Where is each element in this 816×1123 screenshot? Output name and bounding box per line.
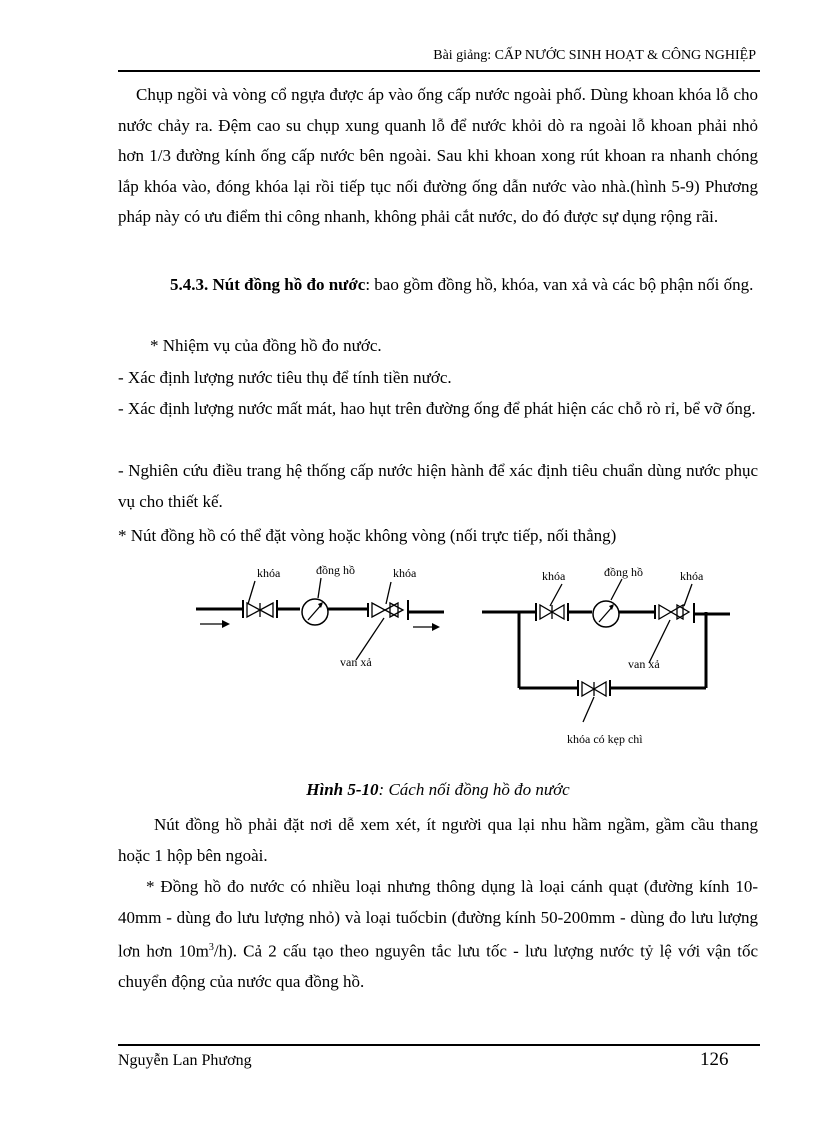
section-title: 5.4.3. Nút đồng hồ đo nước (170, 275, 366, 294)
bullet-1: - Xác định lượng nước tiêu thụ để tính tiền nước. (118, 368, 452, 387)
meter-types-text-a: * Đồng hồ đo nước có nhiều loại nhưng thông dụng là loại cánh quạt (đường kính 10-40mm - dùng đo lưu lượng nhỏ) và loại tuốcbin (đường kính 50-200mm - dùng đo lưu lượng lơn hơn 10m (118, 877, 758, 961)
bullet-3: - Nghiên cứu điều trang hệ thống cấp nước hiện hành để xác định tiêu chuẩn dùng nước phục vụ cho thiết kế. (118, 461, 758, 511)
paragraph-intro: Chụp ngồi và vòng cổ ngựa được áp vào ống cấp nước ngoài phố. Dùng khoan khóa lỗ cho nước chảy ra. Đệm cao su chụp xung quanh lỗ để nước khỏi dò ra ngoài lỗ khoan phải nhỏ hơn 1/3 đường kính ống cấp nước bên ngoài. Sau khi khoan xong rút khoan ra nhanh chóng lắp khóa vào, đóng khóa lại rồi tiếp tục nối đường ống dẫn nước vào nhà.(hình 5-9) Phương pháp này có ưu điểm thi công nhanh, không phải cắt nước, do đó được sự dụng rộng rãi. (118, 85, 758, 226)
valve-left-2b (385, 603, 398, 617)
meter-types-text-b: /h). Cả 2 cấu tạo theo nguyên tắc lưu tốc - lưu lượng nước tỷ lệ với vận tốc chuyển động của nước qua đồng hồ. (118, 941, 758, 992)
valve-left-1a (247, 603, 260, 617)
leader-kepchi (583, 697, 594, 722)
footer-rule (118, 1044, 760, 1046)
leader-vanxa-left (356, 618, 384, 660)
label-dongho-right: đồng hồ (604, 565, 643, 579)
leader-khoa-right-1 (550, 584, 562, 606)
leader-khoa-left-2 (386, 582, 391, 604)
section-text: : bao gồm đồng hồ, khóa, van xả và các bộ phận nối ống. (365, 275, 754, 294)
figure-caption (118, 780, 758, 800)
bypass-valve-b (594, 682, 606, 696)
label-khoa-left-2: khóa (393, 566, 417, 580)
leader-khoa-left-1 (248, 581, 255, 604)
task-heading: * Nhiệm vụ của đồng hồ đo nước. (150, 336, 382, 355)
leader-khoa-right-2 (684, 584, 692, 606)
label-dongho-left: đồng hồ (316, 563, 355, 577)
page-header: Bài giảng: CẤP NƯỚC SINH HOẠT & CÔNG NGHIỆP (433, 48, 756, 63)
leader-dongho-right (611, 579, 622, 600)
footer-author: Nguyễn Lan Phương (118, 1052, 252, 1069)
label-khoa-co-kep-chi: khóa có kẹp chì (567, 732, 643, 746)
valve-left-1b (260, 603, 273, 617)
paragraph-meter-types (118, 872, 758, 998)
leader-dongho-left (318, 578, 321, 598)
label-khoa-left-1: khóa (257, 566, 281, 580)
caption-number: Hình 5-10 (306, 780, 379, 799)
label-vanxa-left: van xả (340, 655, 372, 669)
node-note: * Nút đồng hồ có thể đặt vòng hoặc không vòng (nối trực tiếp, nối thẳng) (118, 526, 617, 545)
valve-right-2a (659, 605, 671, 619)
label-khoa-right-1: khóa (542, 569, 566, 583)
label-khoa-right-2: khóa (680, 569, 704, 583)
valve-left-2a (372, 603, 385, 617)
paragraph-placement: Nút đồng hồ phải đặt nơi dễ xem xét, ít người qua lại nhu hầm ngầm, gầm cầu thang hoặc 1 hộp bên ngoài. (118, 815, 758, 865)
page-number: 126 (700, 1049, 729, 1070)
flow-arrowhead-in-left (222, 620, 230, 628)
flow-arrowhead-out-left (432, 623, 440, 631)
bullet-2: - Xác định lượng nước mất mát, hao hụt trên đường ống để phát hiện các chỗ rò rỉ, bể vỡ ống. (118, 399, 756, 418)
meter-types-superscript: 3 (208, 942, 214, 953)
bypass-valve-a (582, 682, 594, 696)
valve-right-1a (540, 605, 552, 619)
drain-left-a (390, 603, 403, 617)
valve-right-1b (552, 605, 564, 619)
caption-text: : Cách nối đồng hồ đo nước (378, 780, 570, 799)
label-vanxa-right: van xả (628, 657, 660, 671)
